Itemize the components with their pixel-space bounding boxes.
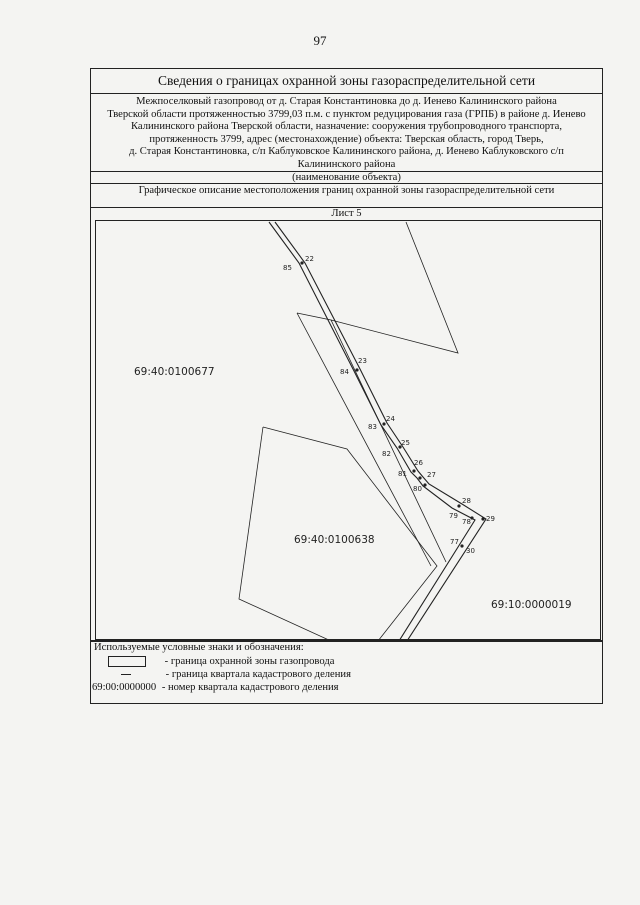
protection-zone-right [275,222,486,640]
point-label: 27 [427,471,436,479]
point-marker [457,504,460,507]
point-label: 24 [386,415,395,423]
point-label: 22 [305,255,314,263]
description-line: протяженность 3799, адрес (местонахождение) объекта: Тверская область, город Тверь, [149,133,544,145]
protection-zone-symbol [108,656,146,667]
point-label: 30 [466,547,475,555]
cadastral-quarter-label: 69:40:0100638 [294,534,375,546]
description-line: Межпоселковый газопровод от д. Старая Константиновка до д. Иенево Калининского района [136,96,557,107]
protection-zone-left [269,222,475,640]
quarter-boundary-symbol [121,674,131,675]
legend [90,640,603,704]
point-label: 23 [358,357,367,365]
point-marker [423,483,426,486]
description-line: Калининского района Тверской области, назначение: сооружения трубопроводного транспорта, [130,121,563,133]
legend-item-quarter-number [92,681,339,694]
legend-item-text: - граница квартала кадастрового деления [165,669,351,680]
page-number: 97 [313,33,327,48]
quarter-boundary [297,313,446,562]
point-label: 29 [486,515,495,523]
legend-header: Используемые условные знаки и обозначения: [94,642,304,653]
point-marker [460,544,463,547]
point-marker [355,368,358,371]
description-line: д. Старая Константиновка, с/п Каблуковское Калининского района, д. Иенево Каблуковского с/п [129,146,564,158]
sheet-label: Лист 5 [331,208,362,219]
point-marker [300,261,303,264]
point-label: 79 [449,512,458,520]
point-label: 82 [382,450,391,458]
description-line: Калининского района [297,158,396,170]
point-label: 80 [413,485,422,493]
legend-item-quarter-boundary [121,668,351,681]
point-marker [418,476,421,479]
graphic-description-title: Графическое описание местоположения границ охранной зоны газораспределительной сети [90,184,603,208]
legend-item-text: - граница охранной зоны газопровода [164,656,335,667]
description-line: Тверской области протяженностью 3799,03 п.м. с пунктом редуцирования газа (ГРПБ) в районе д. Иенево [107,108,586,120]
cadastral-map [95,220,601,640]
point-label: 84 [340,368,349,376]
map-drawing [96,221,601,640]
point-label: 85 [283,264,292,272]
document-title: Сведения о границах охранной зоны газораспределительной сети [90,68,603,94]
point-marker [412,469,415,472]
point-label: 83 [368,423,377,431]
object-name-caption: (наименование объекта) [90,171,603,184]
point-label: 26 [414,459,423,467]
point-label: 25 [401,439,410,447]
legend-item-text: - номер квартала кадастрового деления [161,682,339,693]
quarter-boundary [331,222,458,353]
quarter-boundary [297,313,431,566]
point-label: 28 [462,497,471,505]
point-label: 81 [398,470,407,478]
legend-item-protection-zone [108,655,334,668]
cadastral-quarter-label: 69:10:0000019 [491,599,572,611]
quarter-number-symbol: 69:00:0000000 [92,682,157,693]
cadastral-quarter-label: 69:40:0100677 [134,366,215,378]
point-marker [481,517,484,520]
point-label: 78 [462,518,471,526]
object-description [90,95,603,172]
point-label: 77 [450,538,459,546]
